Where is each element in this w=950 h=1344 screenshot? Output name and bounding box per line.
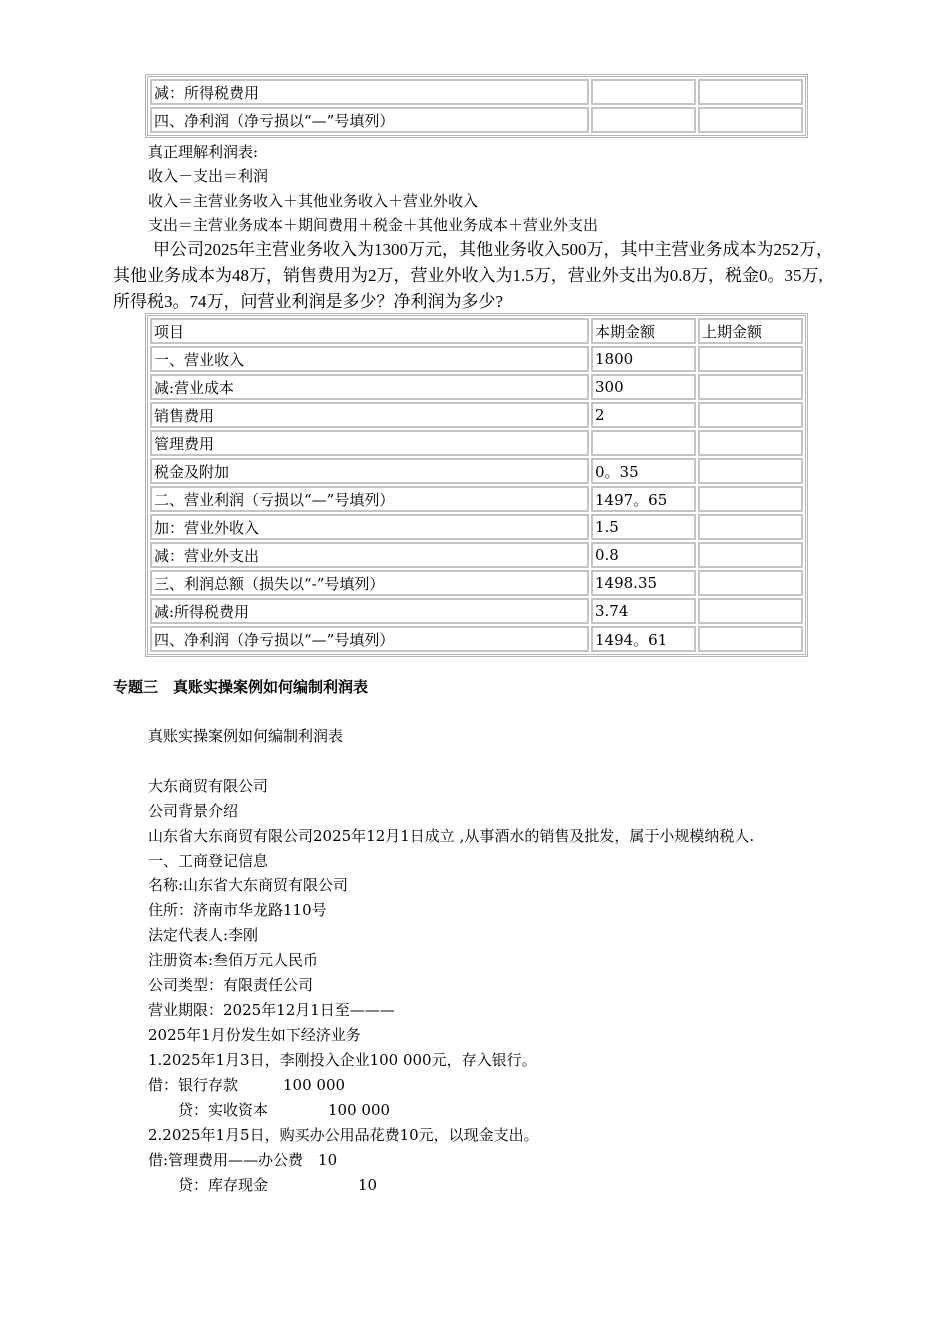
table-cell: 0.8 <box>591 542 696 568</box>
section-heading: 专题三 真账实操案例如何编制利润表 <box>113 679 369 696</box>
body-line: 名称:山东省大东商贸有限公司 <box>148 876 349 894</box>
body-line: 借:管理费用——办公费 10 <box>148 1151 338 1169</box>
body-line: 营业期限：2025年12月1日至——— <box>148 1001 395 1019</box>
body-line: 大东商贸有限公司 <box>148 777 269 795</box>
table-row <box>150 598 803 624</box>
table-row <box>150 430 803 456</box>
table-row <box>150 486 803 512</box>
body-line: 公司类型：有限责任公司 <box>148 976 314 994</box>
table-cell <box>698 626 803 652</box>
problem-paragraph: 甲公司2025年主营业务收入为1300万元，其他业务收入500万，其中主营业务成本为252万，其他业务成本为48万，销售费用为2万，营业外收入为1.5万，营业外支出为0.8万，税金0。35万,所得税3。74万，问营业利润是多少？净利润为多少? <box>113 240 833 311</box>
table-cell: 三、利润总额（损失以“-”号填列） <box>150 570 589 596</box>
table-cell: 一、营业收入 <box>150 346 589 372</box>
body-line: 公司背景介绍 <box>148 802 239 820</box>
body-line: 一、工商登记信息 <box>148 852 269 870</box>
table-cell: 1497。65 <box>591 486 696 512</box>
body-line: 山东省大东商贸有限公司2025年12月1日成立 ,从事酒水的销售及批发，属于小规模纳税人. <box>148 827 755 845</box>
table-cell <box>698 430 803 456</box>
table-row <box>150 79 803 105</box>
table-cell: 减：营业外支出 <box>150 542 589 568</box>
table-row <box>150 514 803 540</box>
table-cell <box>698 402 803 428</box>
table-cell <box>698 598 803 624</box>
explain-line: 支出＝主营业务成本＋期间费用＋税金＋其他业务成本＋营业外支出 <box>148 216 599 234</box>
body-line: 2.2025年1月5日，购买办公用品花费10元，以现金支出。 <box>148 1126 539 1144</box>
explain-line: 真正理解利润表: <box>148 143 259 161</box>
body-line: 2025年1月份发生如下经济业务 <box>148 1026 361 1044</box>
table-cell: 四、净利润（净亏损以“—”号填列） <box>150 107 589 133</box>
table-cell: 1.5 <box>591 514 696 540</box>
table-cell: 四、净利润（净亏损以“—”号填列） <box>150 626 589 652</box>
explain-line: 收入＝主营业务收入＋其他业务收入＋营业外收入 <box>148 192 479 210</box>
table-cell: 减:所得税费用 <box>150 598 589 624</box>
table-cell <box>698 542 803 568</box>
body-line: 注册资本:叁佰万元人民币 <box>148 951 319 969</box>
table-row <box>150 458 803 484</box>
table-cell <box>591 430 696 456</box>
table-row <box>150 402 803 428</box>
table-cell <box>698 458 803 484</box>
table-cell: 1498.35 <box>591 570 696 596</box>
table-cell: 1800 <box>591 346 696 372</box>
table-cell: 1494。61 <box>591 626 696 652</box>
table-cell <box>698 107 803 133</box>
header-cell: 本期金额 <box>591 318 696 344</box>
table-cell: 管理费用 <box>150 430 589 456</box>
body-line: 贷：实收资本 100 000 <box>148 1101 391 1119</box>
table-cell: 二、营业利润（亏损以“—”号填列） <box>150 486 589 512</box>
table-cell <box>698 486 803 512</box>
table-cell: 减:营业成本 <box>150 374 589 400</box>
table-cell: 300 <box>591 374 696 400</box>
table-cell: 0。35 <box>591 458 696 484</box>
table-cell <box>698 514 803 540</box>
subtitle: 真账实操案例如何编制利润表 <box>148 727 344 745</box>
body-line: 住所：济南市华龙路110号 <box>148 901 327 919</box>
body-line: 借：银行存款 100 000 <box>148 1076 346 1094</box>
body-line: 法定代表人:李刚 <box>148 926 259 944</box>
table-cell: 3.74 <box>591 598 696 624</box>
table-row <box>150 107 803 133</box>
income-statement-table <box>145 313 808 657</box>
table-cell: 加：营业外收入 <box>150 514 589 540</box>
table-cell: 税金及附加 <box>150 458 589 484</box>
table-cell <box>698 374 803 400</box>
table-cell <box>591 79 696 105</box>
table-row <box>150 542 803 568</box>
top-income-table <box>145 74 808 138</box>
body-line: 贷：库存现金 10 <box>148 1176 378 1194</box>
table-cell: 减：所得税费用 <box>150 79 589 105</box>
table-row <box>150 570 803 596</box>
table-cell <box>698 79 803 105</box>
header-cell: 项目 <box>150 318 589 344</box>
table-row <box>150 374 803 400</box>
table-header-row <box>150 318 803 344</box>
header-cell: 上期金额 <box>698 318 803 344</box>
table-row <box>150 626 803 652</box>
table-cell: 2 <box>591 402 696 428</box>
table-cell <box>698 346 803 372</box>
table-cell <box>591 107 696 133</box>
explain-line: 收入－支出＝利润 <box>148 167 269 185</box>
table-cell: 销售费用 <box>150 402 589 428</box>
body-line: 1.2025年1月3日，李刚投入企业100 000元，存入银行。 <box>148 1051 537 1069</box>
table-row <box>150 346 803 372</box>
table-cell <box>698 570 803 596</box>
